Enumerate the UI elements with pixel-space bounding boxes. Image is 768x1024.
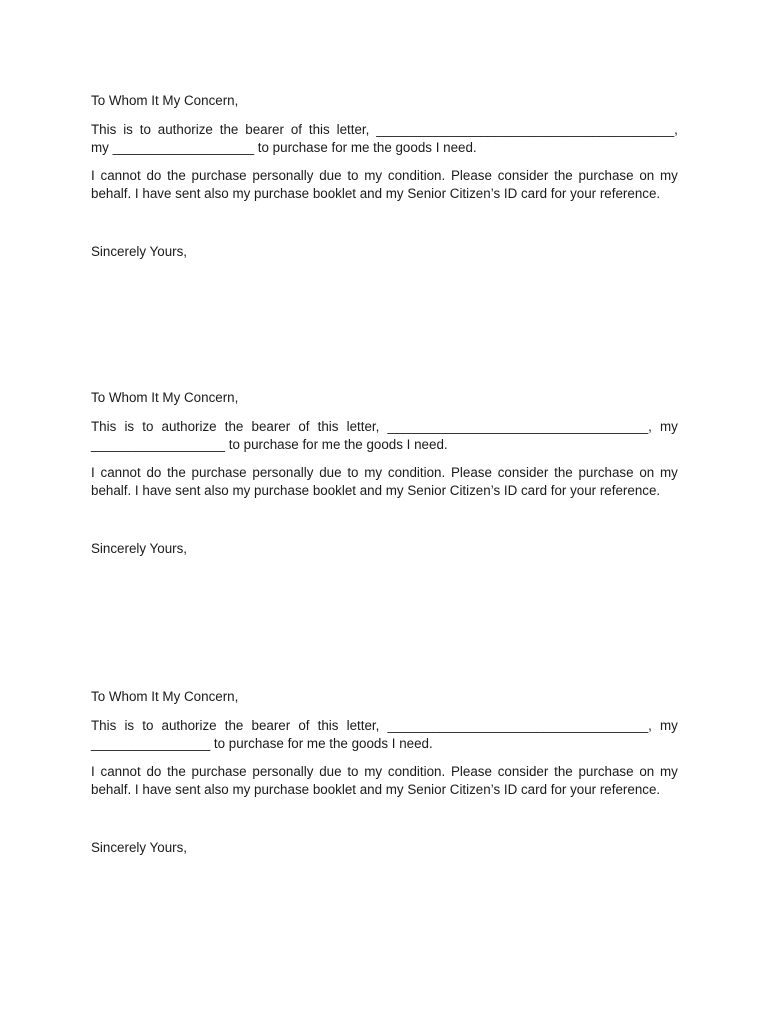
- word: bearer: [251, 419, 291, 434]
- word: cannot: [100, 465, 141, 480]
- word: Please: [450, 168, 492, 183]
- salutation: To Whom It My Concern,: [91, 390, 239, 405]
- closing: Sincerely Yours,: [91, 840, 188, 855]
- word: personally: [252, 168, 314, 183]
- word: of: [290, 122, 303, 137]
- word: authorize: [161, 419, 217, 434]
- authorization-line-2: __________________ to purchase for me the goods I need.: [91, 437, 448, 452]
- word: to: [142, 419, 154, 434]
- word: my: [364, 168, 383, 183]
- word: I: [91, 465, 95, 480]
- word: the: [219, 122, 239, 137]
- word: is: [124, 419, 135, 434]
- closing: Sincerely Yours,: [91, 244, 188, 259]
- word: consider: [497, 168, 549, 183]
- salutation: To Whom It My Concern,: [91, 93, 239, 108]
- word: consider: [497, 465, 549, 480]
- word: purchase: [578, 465, 634, 480]
- word: on: [639, 764, 655, 779]
- word: letter,: [346, 419, 380, 434]
- word: on: [639, 465, 655, 480]
- word: the: [167, 168, 186, 183]
- letter-1: [91, 92, 678, 261]
- word: condition.: [387, 764, 446, 779]
- authorization-line-1: [91, 418, 678, 436]
- word: my: [660, 718, 678, 733]
- word: letter,: [336, 122, 370, 137]
- word: This: [91, 419, 117, 434]
- body-line-1: [91, 763, 678, 781]
- word: of: [298, 419, 310, 434]
- body-line-2: behalf. I have sent also my purchase booklet and my Senior Citizen’s ID card for your reference.: [91, 186, 661, 201]
- word: do: [146, 168, 162, 183]
- word: to: [139, 122, 151, 137]
- word: due: [319, 764, 342, 779]
- word: the: [224, 419, 244, 434]
- word: my: [364, 465, 383, 480]
- authorization-line-1: [91, 121, 678, 139]
- word: of: [298, 718, 310, 733]
- word: my: [660, 465, 678, 480]
- word: my: [364, 764, 383, 779]
- word: consider: [497, 764, 549, 779]
- word: personally: [252, 764, 314, 779]
- word: cannot: [100, 168, 141, 183]
- letter-2: [91, 389, 678, 558]
- word: Please: [450, 764, 492, 779]
- word: ___________________________________,: [387, 718, 652, 733]
- authorization-line-1: [91, 717, 678, 735]
- salutation: To Whom It My Concern,: [91, 689, 239, 704]
- word: due: [319, 168, 342, 183]
- word: bearer: [251, 718, 291, 733]
- word: ________________________________________,: [376, 122, 678, 137]
- word: due: [319, 465, 342, 480]
- word: authorize: [161, 718, 217, 733]
- word: purchase: [191, 465, 247, 480]
- letter-3: [91, 688, 678, 857]
- word: authorize: [157, 122, 213, 137]
- closing: Sincerely Yours,: [91, 541, 188, 556]
- word: do: [146, 465, 162, 480]
- word: to: [347, 168, 359, 183]
- word: This: [91, 122, 117, 137]
- body-line-1: [91, 464, 678, 482]
- word: is: [124, 718, 135, 733]
- word: to: [142, 718, 154, 733]
- word: this: [308, 122, 330, 137]
- word: bearer: [245, 122, 284, 137]
- word: to: [347, 764, 359, 779]
- word: cannot: [100, 764, 141, 779]
- word: ___________________________________,: [387, 419, 652, 434]
- word: my: [660, 764, 678, 779]
- word: my: [660, 168, 678, 183]
- word: personally: [252, 465, 314, 480]
- word: to: [347, 465, 359, 480]
- word: purchase: [578, 168, 634, 183]
- word: purchase: [191, 168, 247, 183]
- body-line-1: [91, 167, 678, 185]
- word: the: [554, 465, 573, 480]
- word: on: [639, 168, 655, 183]
- word: the: [224, 718, 244, 733]
- authorization-line-2: my ___________________ to purchase for me the goods I need.: [91, 140, 477, 155]
- word: Please: [450, 465, 492, 480]
- word: is: [123, 122, 133, 137]
- word: I: [91, 764, 95, 779]
- word: the: [167, 465, 186, 480]
- word: purchase: [578, 764, 634, 779]
- word: condition.: [387, 465, 446, 480]
- word: the: [554, 764, 573, 779]
- word: do: [146, 764, 162, 779]
- word: the: [554, 168, 573, 183]
- authorization-line-2: ________________ to purchase for me the goods I need.: [91, 736, 433, 751]
- word: letter,: [346, 718, 380, 733]
- word: my: [660, 419, 678, 434]
- word: purchase: [191, 764, 247, 779]
- word: I: [91, 168, 95, 183]
- word: this: [317, 718, 339, 733]
- word: condition.: [387, 168, 446, 183]
- word: This: [91, 718, 117, 733]
- word: this: [317, 419, 339, 434]
- body-line-2: behalf. I have sent also my purchase booklet and my Senior Citizen’s ID card for your reference.: [91, 483, 661, 498]
- word: the: [167, 764, 186, 779]
- body-line-2: behalf. I have sent also my purchase booklet and my Senior Citizen’s ID card for your reference.: [91, 782, 661, 797]
